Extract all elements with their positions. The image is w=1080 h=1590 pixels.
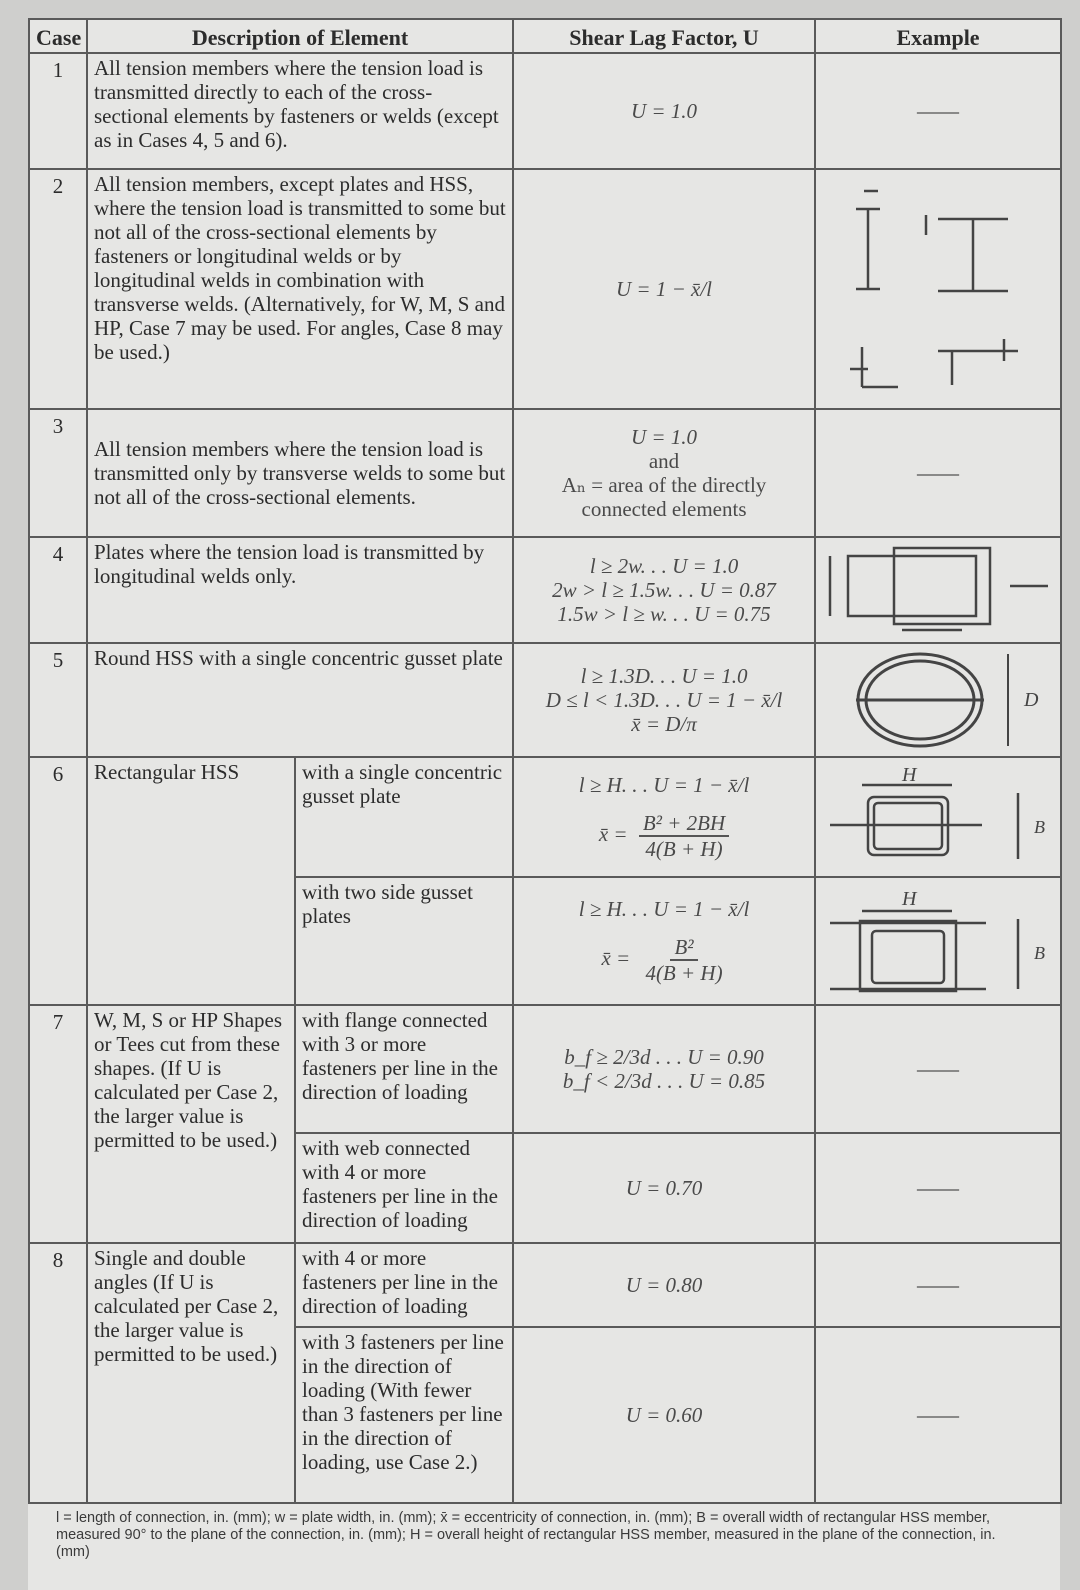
case-description: All tension members where the tension load is transmitted only by transverse welds to some but not all of the cross-sectional elements. [87,409,513,537]
example-empty: —— [815,1005,1061,1133]
shear-lag-formula [513,537,815,643]
table-row [29,53,1061,169]
case-subdescription: with web connected with 4 or more fasteners per line in the direction of loading [295,1133,513,1243]
welded-plate-icon [822,544,1058,636]
example-empty: —— [815,1243,1061,1327]
formula-line: and [648,449,680,473]
xbar-label: x̄ = [601,945,631,970]
dim-d-label: D [1024,689,1039,711]
case-description: Rectangular HSS [87,757,295,1005]
case-description: Round HSS with a single concentric gusset plate [87,643,513,757]
shear-lag-formula [513,877,815,1005]
dim-h-label: H [902,888,917,910]
formula-line: b_f < 2/3d . . . U = 0.85 [562,1069,766,1093]
shear-lag-formula [513,643,815,757]
example-plate-figure [815,537,1061,643]
case-description: Single and double angles (If U is calculated per Case 2, the larger value is permitted to be used.) [87,1243,295,1503]
formula-line: D ≤ l < 1.3D. . . U = 1 − x̄/l [545,688,783,712]
shear-lag-formula [513,757,815,877]
example-sections-figure [815,169,1061,409]
case-number: 7 [29,1005,87,1243]
case-number: 8 [29,1243,87,1503]
example-rect-hss-two-gussets-figure [815,877,1061,1005]
case-description: Plates where the tension load is transmitted by longitudinal welds only. [87,537,513,643]
formula-line: Aₙ = area of the directly connected elements [561,473,767,521]
formula-line: x̄ = D/π [631,712,697,736]
formula-line: l ≥ H. . . U = 1 − x̄/l [578,773,750,797]
example-empty: —— [815,53,1061,169]
rect-hss-two-gussets-icon [822,885,1058,997]
example-empty: —— [815,1327,1061,1503]
example-empty: —— [815,1133,1061,1243]
header-case: Case [29,19,87,53]
example-round-hss-figure [815,643,1061,757]
shear-lag-formula: U = 0.60 [513,1327,815,1503]
formula-line: l ≥ 2w. . . U = 1.0 [589,554,739,578]
formula-line: b_f ≥ 2/3d . . . U = 0.90 [564,1045,764,1069]
shear-lag-formula: U = 1 − x̄/l [513,169,815,409]
formula-line: l ≥ 1.3D. . . U = 1.0 [580,664,748,688]
case-number: 5 [29,643,87,757]
case-subdescription: with a single concentric gusset plate [295,757,513,877]
shear-lag-formula [513,409,815,537]
shear-lag-formula: U = 0.70 [513,1133,815,1243]
fraction-numerator: B² [670,935,697,961]
table-row [29,169,1061,409]
xbar-label: x̄ = [598,821,628,846]
case-description: All tension members where the tension load is transmitted directly to each of the cross-sectional elements by fasteners or welds (except as in Cases 4, 5 and 6). [87,53,513,169]
formula-line: l ≥ H. . . U = 1 − x̄/l [578,897,750,921]
case-description: W, M, S or HP Shapes or Tees cut from these shapes. (If U is calculated per Case 2, the larger value is permitted to be used.) [87,1005,295,1243]
fraction-denominator: 4(B + H) [645,961,723,985]
table-row [29,1005,1061,1133]
dim-h-label: H [902,764,917,786]
header-example: Example [815,19,1061,53]
table-row [29,409,1061,537]
wide-flange-and-tee-sections-icon [828,179,1048,399]
case-number: 6 [29,757,87,1005]
dim-b-label: B [1034,817,1046,837]
round-hss-icon [828,648,1048,752]
shear-lag-formula [513,1005,815,1133]
case-number: 4 [29,537,87,643]
case-number: 1 [29,53,87,169]
formula-line: 1.5w > l ≥ w. . . U = 0.75 [557,602,771,626]
table-row [29,643,1061,757]
case-subdescription: with 4 or more fasteners per line in the direction of loading [295,1243,513,1327]
table-row [29,537,1061,643]
table-footnote: l = length of connection, in. (mm); w = plate width, in. (mm); x̄ = eccentricity of connection, in. (mm); B = overall width of rectangular HSS member, measured 90° to the plane of the connection, in. (mm); H = overall height of rectangular HSS member, measured in the plane of the connection, in. (mm) [56,1510,996,1560]
shear-lag-formula: U = 0.80 [513,1243,815,1327]
shear-lag-table-sheet [28,18,1060,1590]
rect-hss-single-gusset-icon [822,763,1058,871]
case-number: 3 [29,409,87,537]
case-number: 2 [29,169,87,409]
table-row [29,1243,1061,1327]
fraction-denominator: 4(B + H) [645,837,723,861]
case-subdescription: with two side gusset plates [295,877,513,1005]
example-empty: —— [815,409,1061,537]
case-description: All tension members, except plates and HSS, where the tension load is transmitted to some but not all of the cross-sectional elements by fasteners or longitudinal welds or by longitudinal welds in combination with transverse welds. (Alternatively, for W, M, S and HP, Case 7 may be used. For angles, Case 8 may be used.) [87,169,513,409]
table-row [29,757,1061,877]
shear-lag-formula: U = 1.0 [513,53,815,169]
header-shear-lag: Shear Lag Factor, U [513,19,815,53]
case-subdescription: with flange connected with 3 or more fasteners per line in the direction of loading [295,1005,513,1133]
fraction-numerator: B² + 2BH [639,811,729,837]
shear-lag-table [28,18,1062,1504]
formula-line: U = 1.0 [630,425,698,449]
header-description: Description of Element [87,19,513,53]
case-subdescription: with 3 fasteners per line in the direction of loading (With fewer than 3 fasteners per line in the direction of loading, use Case 2.) [295,1327,513,1503]
dim-b-label: B [1034,943,1046,963]
formula-line: 2w > l ≥ 1.5w. . . U = 0.87 [552,578,776,602]
example-rect-hss-single-gusset-figure [815,757,1061,877]
